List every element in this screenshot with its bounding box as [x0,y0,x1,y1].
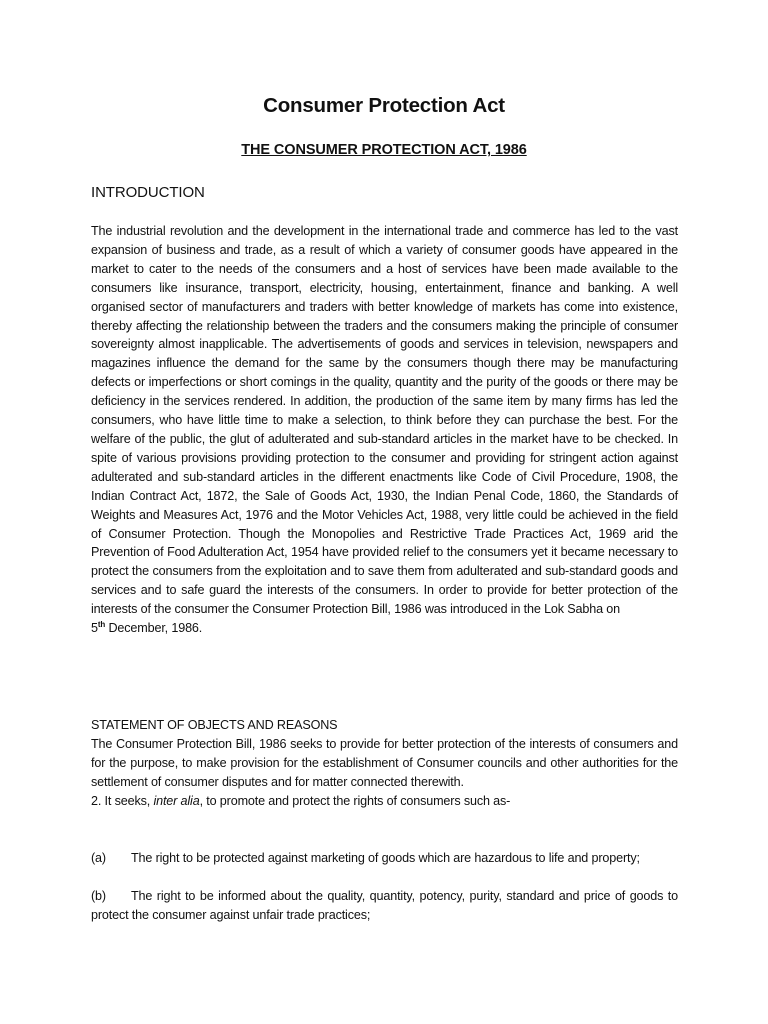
document-title: Consumer Protection Act [263,94,505,117]
point-2-prefix: 2. It seeks, [91,793,154,808]
introduction-date-day: 5 [91,621,98,636]
list-item-label: (b) [91,889,106,903]
section-heading-introduction: INTRODUCTION [91,184,205,201]
list-item-label: (a) [91,851,106,865]
list-item [91,849,678,868]
introduction-date-rest: December, 1986. [105,621,203,636]
document-subtitle: THE CONSUMER PROTECTION ACT, 1986 [241,142,527,158]
objects-section [91,716,678,811]
objects-paragraph: The Consumer Protection Bill, 1986 seeks to provide for better protection of the interests of consumers and for the purpose, to make provision for the establishment of Consumer councils and other authorities for the settlement of consumer disputes and for matter connected therewith. [91,736,678,789]
introduction-text: The industrial revolution and the development in the international trade and commerce has led to the vast expansion of business and trade, as a result of which a variety of consumer goods have appeared in the market to cater to the needs of the consumers and a host of services have been made available to the consumers like insurance, transport, electricity, housing, entertainment, finance and banking. A well organised sector of manufacturers and traders with better knowledge of markets has come into existence, thereby affecting the relationship between the traders and the consumers making the principle of consumer sovereignty almost inapplicable. The advertisements of goods and services in television, newspapers and magazines influence the demand for the same by the consumers though there may be manufacturing defects or imperfections or short comings in the quality, quantity and the purity of the goods or there may be deficiency in the services rendered. In addition, the production of the same item by many firms has led the consumers, who have little time to make a selection, to think before they can purchase the best. For the welfare of the public, the glut of adulterated and sub-standard articles in the market have to be checked. In spite of various provisions providing protection to the consumer and providing for stringent action against adulterated and sub-standard articles in the different enactments like Code of Civil Procedure, 1908, the Indian Contract Act, 1872, the Sale of Goods Act, 1930, the Indian Penal Code, 1860, the Standards of Weights and Measures Act, 1976 and the Motor Vehicles Act, 1988, very little could be achieved in the field of Consumer Protection. Though the Monopolies and Restrictive Trade Practices Act, 1969 arid the Prevention of Food Adulteration Act, 1954 have provided relief to the consumers yet it became necessary to protect the consumers from the exploitation and to save them from adulterated and sub-standard goods and services and to safe guard the interests of the consumers. In order to provide for better protection of the interests of the consumer the Consumer Protection Bill, 1986 was introduced in the Lok Sabha on [91,224,678,617]
list-item [91,887,678,925]
list-item-text: The right to be informed about the quality, quantity, potency, purity, standard and price of goods to protect the consumer against unfair trade practices; [91,889,678,922]
objects-heading: STATEMENT OF OBJECTS AND REASONS [91,718,338,732]
introduction-date-suffix: th [97,619,106,629]
introduction-paragraph [91,222,678,638]
point-2-suffix: , to promote and protect the rights of consumers such as- [199,793,511,808]
list-item-text: The right to be protected against marketing of goods which are hazardous to life and property; [131,851,640,865]
point-2-italic: inter alia [153,793,200,808]
